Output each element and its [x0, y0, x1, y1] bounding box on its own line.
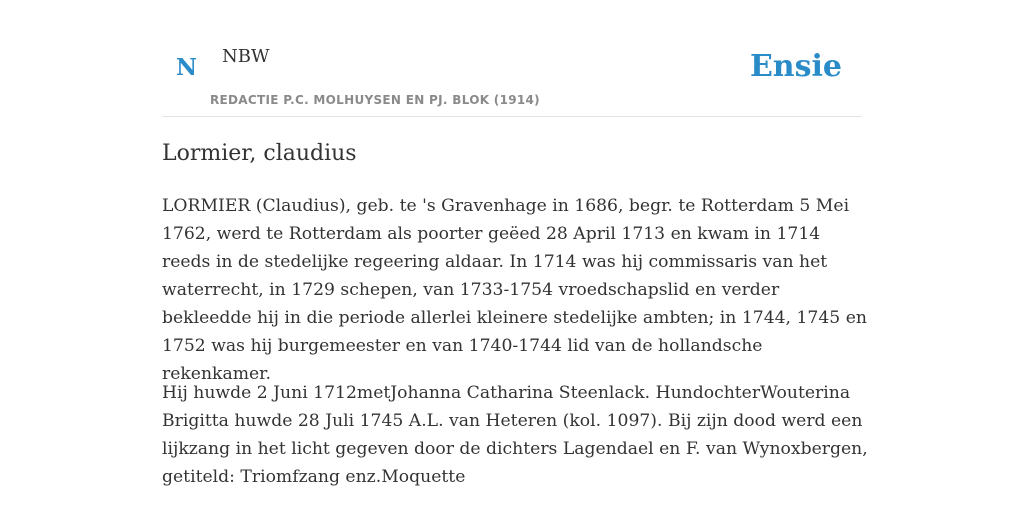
source-subtitle: REDACTIE P.C. MOLHUYSEN EN PJ. BLOK (1914) [210, 93, 540, 107]
source-logo[interactable]: N [176, 54, 198, 81]
page-title: Lormier, claudius [162, 141, 357, 166]
source-name[interactable]: NBW [222, 46, 270, 67]
header [162, 0, 862, 117]
article-paragraph: LORMIER (Claudius), geb. te 's Gravenhage in 1686, begr. te Rotterdam 5 Mei 1762, werd te Rotterdam als poorter geëed 28 April 1713 en kwam in 1714 reeds in de stedelijke regeering aldaar. In 1714 was hij commissaris van het waterrecht, in 1729 schepen, van 1733-1754 vroedschapslid en verder bekleedde hij in die periode allerlei kleinere stedelijke ambten; in 1744, 1745 en 1752 was hij burgemeester en van 1740-1744 lid van de hollandsche rekenkamer. [162, 196, 867, 384]
article-paragraph: Hij huwde 2 Juni 1712metJohanna Catharina Steenlack. HundochterWouterina Brigitta huwde 28 Juli 1745 A.L. van Heteren (kol. 1097). Bij zijn dood werd een lijkzang in het licht gegeven door de dichters Lagendael en F. van Wynoxbergen, getiteld: Triomfzang enz.Moquette [162, 383, 868, 487]
brand-logo[interactable]: Ensie [749, 49, 842, 84]
